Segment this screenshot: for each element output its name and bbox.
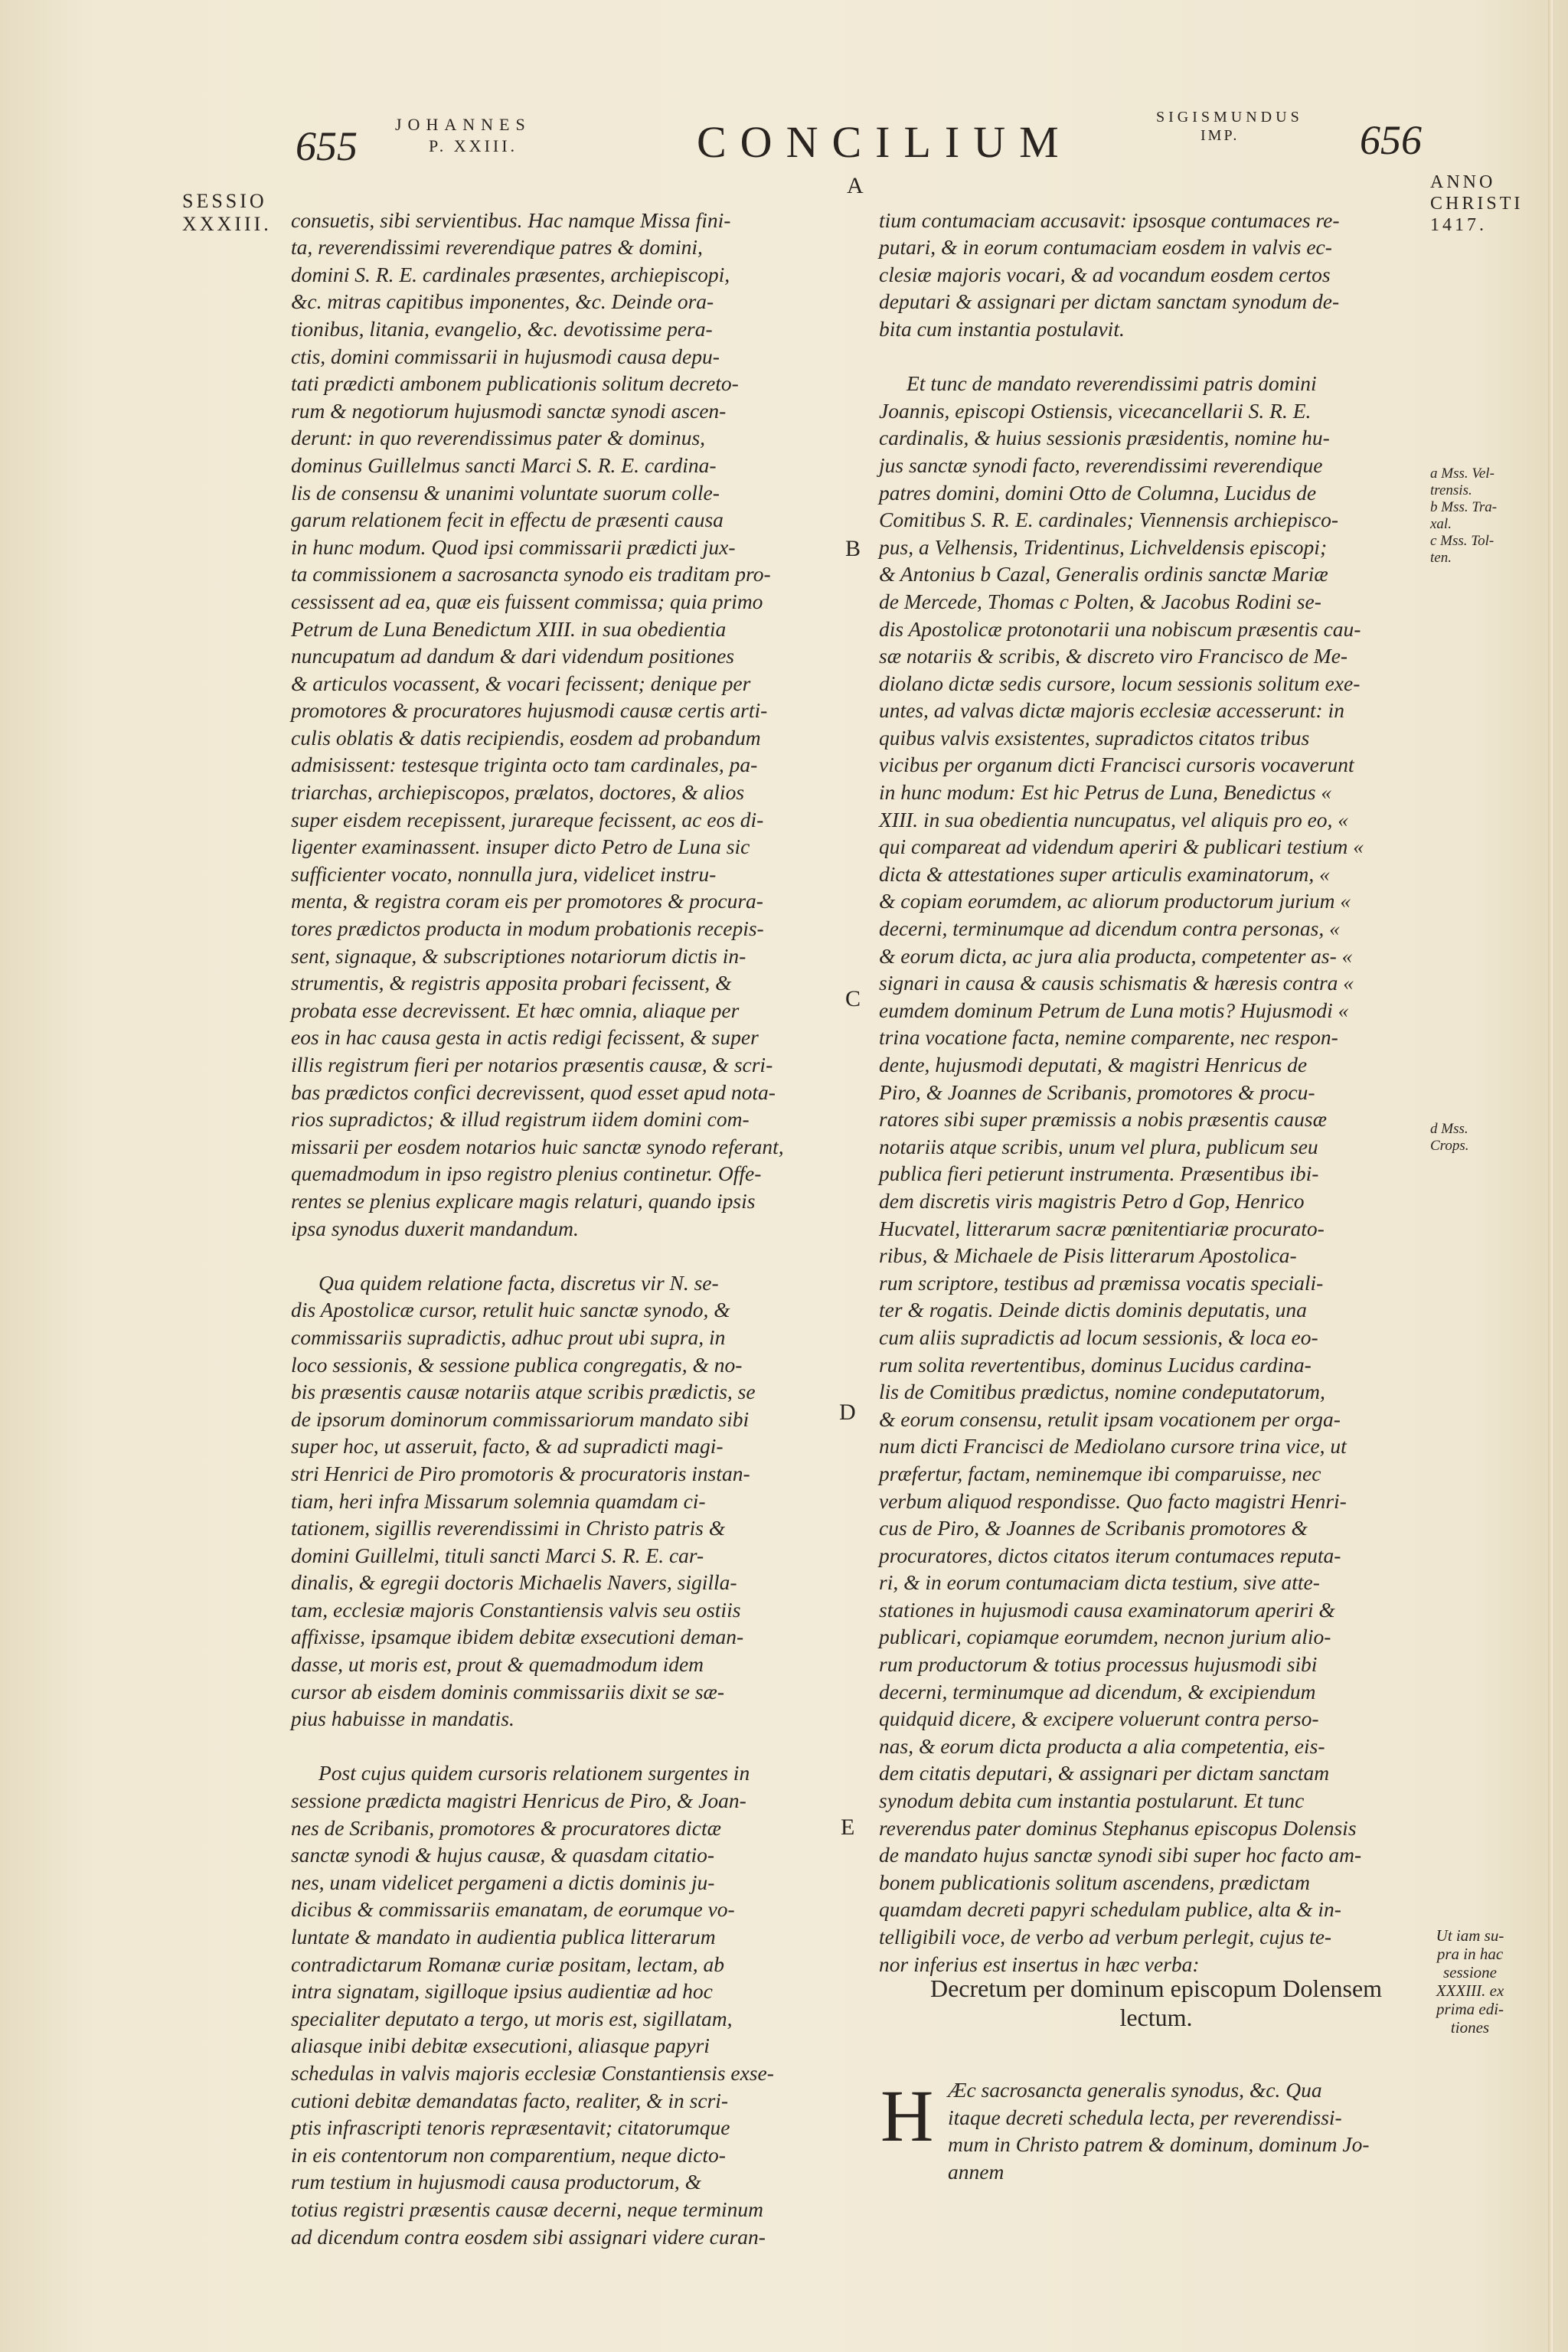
right-paragraph-2: Et tunc de mandato reverendissimi patris domini Joannis, episcopi Ostiensis, vicecancellarii S. R. E. cardinalis, & huius sessionis præsidentis, nomine hu- jus sanctæ synodi facto, reverendissimi reverendique patres domini, domini Otto de Columna, Lucidus de Comitibus S. R. E. cardinales; Viennensis archiepisco- pus, a Velhensis, Tridentinus, Lichveldensis episcopi; & Antonius b Cazal, Generalis ordinis sanctæ Mariæ de Mercede, Thomas c Polten, & Jacobus Rodini se- dis Apostolicæ protonotarii una nobiscum præsentis cau- sæ notariis & scribis, & discreto viro Francisco de Me- diolano dictæ sedis cursore, locum sessionis solitum exe- untes, ad valvas dictæ majoris ecclesiæ accesserunt: in quibus valvis exsistentes, supradictos citatos tribus vicibus per organum dicti Francisci cursoris vocaverunt in hunc modum: Est hic Petrus de Luna, Benedictus « XIII. in sua obedientia nuncupatus, vel aliquis pro eo, « qui compareat ad videndum aperiri & publicari testium « dicta & attestationes super articulis examinatorum, « & copiam eorumdem, ac aliorum productorum jurium « decerni, terminumque ad dicendum contra personas, « & eorum dicta, ac jura alia producta, competenter as- « signari in causa & causis schismatis & hæresis contra « eumdem dominum Petrum de Luna motis? Hujusmodi « trina vocatione facta, nemine comparente, nec respon- dente, hujusmodi deputati, & magistri Henricus de Piro, & Joannes de Scribanis, promotores & procu- ratores sibi super præmissis a nobis præsentis causæ notariis atque scribis, unum vel plura, publicum seu publica fieri petierunt instrumenta. Præsentibus ibi- dem discretis viris magistris Petro d Gop, Henrico Hucvatel, litterarum sacræ pœnitentiariæ procurato- ribus, & Michaele de Pisis litterarum Apostolica- rum scriptore, testibus ad præmissa vocatis speciali- ter & rogatis. Deinde dictis dominis deputatis, una cum aliis supradictis ad locum sessionis, & loca eo- rum solita revertentibus, dominus Lucidus cardina- lis de Comitibus prædictus, nomine condeputatorum, & eorum consensu, retulit ipsam vocationem per orga- num dicti Francisci de Mediolano cursore trina vice, ut præfertur, factam, neminemque ibi comparuisse, nec verbum aliquod respondisse. Quo facto magistri Henri- cus de Piro, & Joannes de Scribanis promotores & procuratores, dictos citatos iterum contumaces reputa- ri, & in eorum contumaciam dicta testium, sive atte- stationes in hujusmodi causa examinatorum aperiri & publicari, copiamque eorumdem, necnon jurium alio- rum productorum & totius processus hujusmodi sibi decerni, terminumque ad dicendum, & excipiendum quidquid dicere, & excipere voluerunt contra perso- nas, & eorum dicta producta a alia competentia, eis- dem citatis deputari, & assignari per dictam sanctam synodum debita cum instantia postularunt. Et tunc reverendus pater dominus Stephanus episcopus Dolensis de mandato hujus sanctæ synodi sibi super hoc facto am- bonem publicationis solitum ascendens, prædictam quamdam decreti papyri schedulam publice, alta & in- telligibili voce, de verbo ad verbum perlegit, cujus te- nor inferius est insertus in hæc verba: bbox=[879, 371, 1364, 1976]
running-head-johannes: JOHANNES bbox=[395, 115, 531, 134]
section-marker-d: D bbox=[839, 1400, 856, 1425]
drop-cap-initial: H bbox=[880, 2075, 934, 2157]
running-head-sigismundus: SIGISMUNDUS bbox=[1156, 109, 1303, 126]
section-marker-b: B bbox=[845, 536, 861, 561]
page-number-right: 656 bbox=[1360, 117, 1422, 163]
running-head-pope: P. XXIII. bbox=[429, 136, 518, 155]
running-head-title: CONCILIUM bbox=[697, 117, 1073, 167]
margin-anno-christi: ANNO CHRISTI 1417. bbox=[1430, 172, 1524, 235]
margin-manuscript-note-d: d Mss. Crops. bbox=[1430, 1121, 1469, 1154]
section-marker-a: A bbox=[847, 173, 864, 198]
section-marker-e: E bbox=[841, 1815, 855, 1840]
right-text-column bbox=[879, 179, 1421, 2005]
margin-cross-reference: Ut iam su- pra in hac sessione XXXIII. ex prima edi- tiones bbox=[1436, 1926, 1504, 2037]
decree-text: Æc sacrosancta generalis synodus, &c. Qua itaque decreti schedula lecta, per reverendissi- mum in Christo patrem & dominum, dominum Jo- annem bbox=[948, 2078, 1370, 2184]
left-text-column bbox=[291, 179, 831, 2278]
page-number-left: 655 bbox=[296, 123, 358, 169]
margin-manuscript-notes: a Mss. Vel- trensis. b Mss. Tra- xal. c Mss. Tol- ten. bbox=[1430, 466, 1498, 566]
decree-heading: Decretum per dominum episcopum Dolensem lectum. bbox=[929, 1975, 1383, 2031]
right-paragraph-1: tium contumaciam accusavit: ipsosque contumaces re- putari, & in eorum contumaciam eosdem in valvis ec- clesiæ majoris vocari, & ad vocandum eosdem certos deputari & assignari per dictam sanctam synodum de- bita cum instantia postulavit. bbox=[879, 207, 1340, 341]
section-marker-c: C bbox=[845, 986, 861, 1011]
page-fold-shadow bbox=[1548, 0, 1553, 2352]
running-head-imp: IMP. bbox=[1200, 127, 1240, 144]
margin-session-label: SESSIO XXXIII. bbox=[182, 190, 272, 235]
left-paragraph-3: Post cujus quidem cursoris relationem surgentes in sessione prædicta magistri Henricus de Piro, & Joan- nes de Scribanis, promotores & procuratores dictæ sanctæ synodi & hujus causæ, & quasdam citatio- nes, unam videlicet pergameni a dictis dominis ju- dicibus & commissariis emanatam, de eorumque vo- luntate & mandato in audientia publica litterarum contradictarum Romanæ curiæ positam, lectam, ab intra signatam, sigilloque ipsius audientiæ ad hoc specialiter deputato a tergo, ut moris est, sigillatam, aliasque inibi debitæ exsecutioni, aliasque papyri schedulas in valvis majoris ecclesiæ Constantiensis exse- cutioni debitæ demandatas facto, realiter, & in scri- ptis infrascripti tenoris repræsentavit; citatorumque in eis contentorum non comparentium, neque dicto- rum testium in hujusmodi causa productorum, & totius registri præsentis causæ decerni, neque terminum ad dicendum contra eosdem sibi assignari videre curan- bbox=[291, 1761, 774, 2249]
left-paragraph-2: Qua quidem relatione facta, discretus vir N. se- dis Apostolicæ cursor, retulit huic sanctæ synodo, & commissariis supradictis, adhuc prout ubi supra, in loco sessionis, & sessione publica congregatis, & no- bis præsentis causæ notariis atque scribis prædictis, se de ipsorum dominorum commissariorum mandato sibi super hoc, ut asseruit, facto, & ad supradicti magi- stri Henrici de Piro promotoris & procuratoris instan- tiam, heri infra Missarum solemnia quamdam ci- tationem, sigillis reverendissimi in Christo patris & domini Guillelmi, tituli sancti Marci S. R. E. car- dinalis, & egregii doctoris Michaelis Navers, sigilla- tam, ecclesiæ majoris Constantiensis valvis seu ostiis affixisse, ipsamque ibidem debitæ exsecutioni deman- dasse, ut moris est, prout & quemadmodum idem cursor ab eisdem dominis commissariis dixit se sæ- pius habuisse in mandatis. bbox=[291, 1270, 756, 1731]
left-paragraph-1: consuetis, sibi servientibus. Hac namque Missa fini- ta, reverendissimi reverendique patres & domini, domini S. R. E. cardinales præsentes, archiepiscopi, &c. mitras capitibus imponentes, &c. Deinde ora- tionibus, litania, evangelio, &c. devotissime pera- ctis, domini commissarii in hujusmodi causa depu- tati prædicti ambonem publicationis solitum decreto- rum & negotiorum hujusmodi sanctæ synodi ascen- derunt: in quo reverendissimus pater & dominus, dominus Guillelmus sancti Marci S. R. E. cardina- lis de consensu & unanimi voluntate suorum colle- garum relationem fecit in effectu de præsenti causa in hunc modum. Quod ipsi commissarii prædicti jux- ta commissionem a sacrosancta synodo eis traditam pro- cessissent ad ea, quæ eis fuissent commissa; quia primo Petrum de Luna Benedictum XIII. in sua obedientia nuncupatum ad dandum & dari videndum positiones & articulos vocassent, & vocari fecissent; denique per promotores & procuratores hujusmodi causæ certis arti- culis oblatis & datis recipiendis, eosdem ad probandum admisissent: testesque triginta octo tam cardinales, pa- triarchas, archiepiscopos, prælatos, doctores, & alios super eisdem recepissent, jurareque fecissent, ac eos di- ligenter examinassent. insuper dicto Petro de Luna sic sufficienter vocato, nonnulla jura, videlicet instru- menta, & registra coram eis per promotores & procura- tores prædictos producta in modum probationis recepis- sent, signaque, & subscriptiones notariorum dictis in- strumentis, & registris apposita probari fecissent, & probata esse decrevissent. Et hæc omnia, aliaque per eos in hac causa gesta in actis redigi fecissent, & super illis registrum fieri per notarios præsentis causæ, & scri- bas prædictos confici decrevissent, quod esset apud nota- rios supradictos; & illud registrum iidem domini com- missarii per eosdem notarios huic sanctæ synodo referant, quemadmodum in ipso registro plenius continetur. Offe- rentes se plenius explicare magis relaturi, quando ipsis ipsa synodus duxerit mandandum. bbox=[291, 207, 784, 1240]
